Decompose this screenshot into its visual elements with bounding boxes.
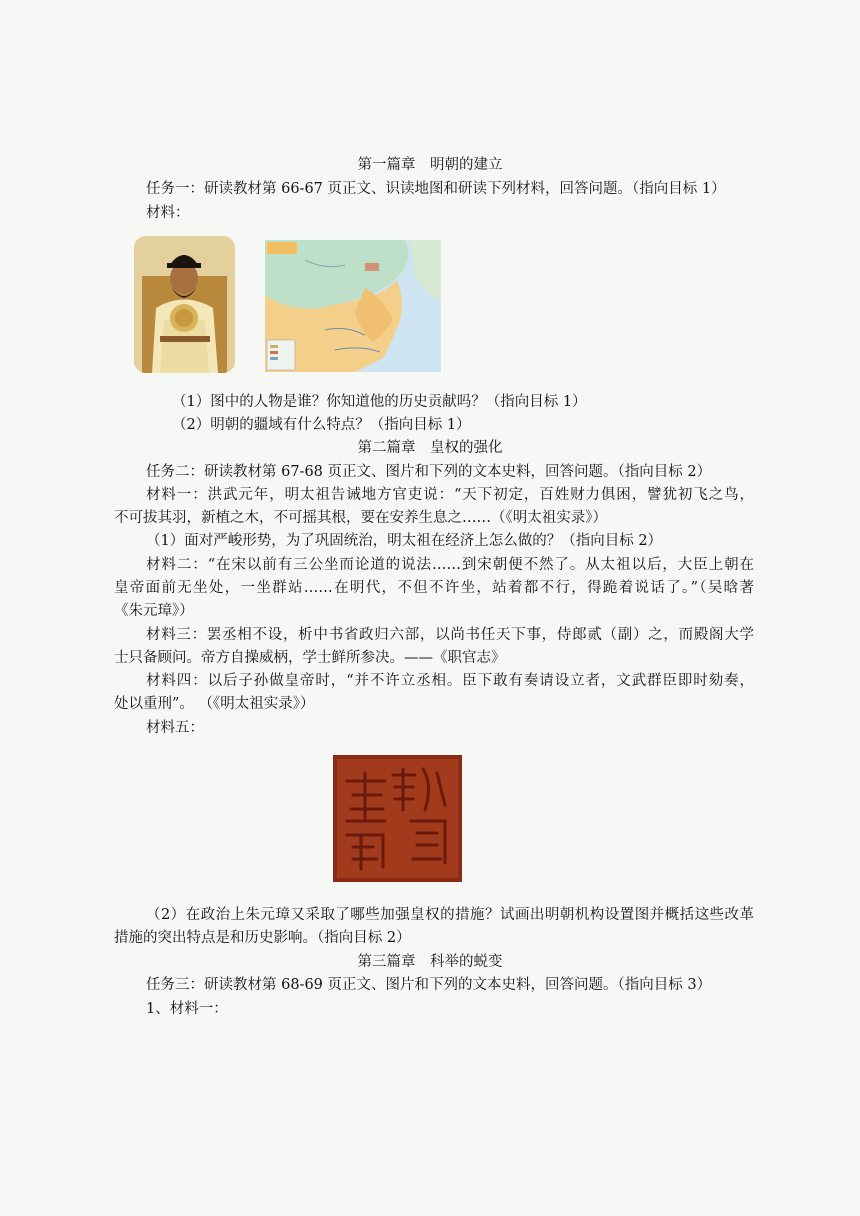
q1-economy: （1）面对严峻形势，为了巩固统治，明太祖在经济上怎么做的？（指向目标 2） [146, 533, 663, 549]
section1-title: 第一篇章 明朝的建立 [357, 157, 503, 173]
section2-title: 第二篇章 皇权的强化 [357, 440, 503, 456]
q1-portrait: （1）图中的人物是谁？你知道他的历史贡献吗？（指向目标 1） [172, 394, 587, 410]
material-label: 材料： [146, 205, 190, 221]
emperor-portrait-image [134, 236, 235, 373]
material2-line2: 皇帝面前无坐处，一坐群站……在明代，不但不许坐，站着都不行，得跪着说话了。”（吴晗著 [114, 580, 754, 596]
material3-line1: 材料三：罢丞相不设，析中书省政归六部，以尚书任天下事，侍郎贰（副）之，而殿阁大学 [146, 627, 754, 643]
section3-title: 第三篇章 科举的蜕变 [357, 954, 503, 970]
seal-image [333, 755, 462, 882]
q2-politics-line1: （2）在政治上朱元璋又采取了哪些加强皇权的措施？试画出明朝机构设置图并概括这些改革 [146, 907, 754, 923]
material3-line2: 士只备顾问。帝方自操威柄，学士鲜所参决。——《职官志》 [114, 650, 506, 666]
q2-politics-line2: 措施的突出特点是和历史影响。（指向目标 2） [114, 930, 411, 946]
task1-text: 任务一：研读教材第 66-67 页正文、识读地图和研读下列材料，回答问题。（指向目标 1） [146, 181, 726, 197]
material1-line1: 材料一：洪武元年，明太祖告诫地方官吏说：“天下初定，百姓财力俱困，譬犹初飞之鸟， [146, 487, 754, 503]
material5-label: 材料五： [146, 720, 204, 736]
material1-line2: 不可拔其羽，新植之木，不可摇其根，要在安养生息之……（《明太祖实录》） [114, 510, 607, 526]
material2-line3: 《朱元璋》） [114, 603, 194, 619]
ming-territory-map-image [265, 240, 441, 372]
section3-material1-label: 1、材料一： [146, 1001, 228, 1017]
material2-line1: 材料二：“在宋以前有三公坐而论道的说法……到宋朝便不然了。从太祖以后，大臣上朝在 [146, 557, 754, 573]
material4-line1: 材料四：以后子孙做皇帝时，“并不许立丞相。臣下敢有奏请设立者，文武群臣即时劾奏， [146, 673, 754, 689]
task2-text: 任务二：研读教材第 67-68 页正文、图片和下列的文本史料，回答问题。（指向目标 2） [146, 464, 712, 480]
task3-text: 任务三：研读教材第 68-69 页正文、图片和下列的文本史料，回答问题。（指向目标 3） [146, 977, 712, 993]
material4-line2: 处以重刑”。 （《明太祖实录》） [114, 696, 315, 712]
q2-territory: （2）明朝的疆域有什么特点？（指向目标 1） [172, 417, 471, 433]
